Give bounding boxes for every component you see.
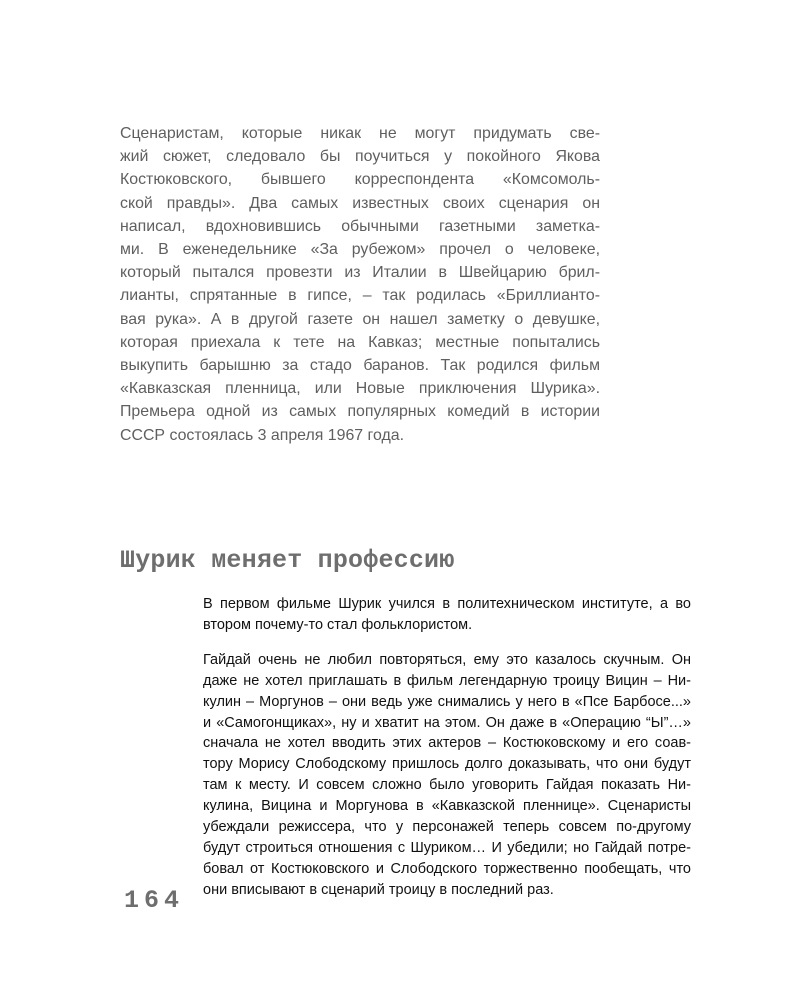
text-line: убеждали режиссера, что у персонажей теперь совсем по-другому bbox=[203, 819, 691, 836]
intro-line: Костюковского, бывшего корреспондента «Комсомоль- bbox=[120, 171, 600, 189]
intro-line: ской правды». Два самых известных своих сценария он bbox=[120, 194, 600, 212]
text-line: кулин – Моргунов – они ведь уже снимались у него в «Псе Барбосе...» bbox=[203, 693, 691, 710]
text-line: кулина, Вицина и Моргунова в «Кавказской пленнице». Сценаристы bbox=[203, 798, 691, 815]
section-heading: Шурик меняет профессию bbox=[120, 546, 455, 575]
text-line: сначала не хотел вводить этих актеров – Костюковскому и его соав- bbox=[203, 735, 691, 752]
text-line: и «Самогонщиках», ну и хватит на этом. Он даже в «Операцию “Ы”…» bbox=[203, 714, 691, 731]
intro-line: ми. В еженедельнике «За рубежом» прочел о человеке, bbox=[120, 241, 600, 259]
intro-line: вая рука». А в другой газете он нашел заметку о девушке, bbox=[120, 310, 600, 328]
intro-line: Сценаристам, которые никак не могут придумать све- bbox=[120, 125, 600, 142]
intro-line: которая приехала к тете на Кавказ; местные попытались bbox=[120, 333, 600, 351]
intro-line: лианты, спрятанные в гипсе, – так родилась «Бриллианто- bbox=[120, 287, 600, 305]
text-line: втором почему-то стал фольклористом. bbox=[203, 616, 473, 633]
text-line: Гайдай очень не любил повторяться, ему это казалось скучным. Он bbox=[203, 651, 691, 668]
text-line: В первом фильме Шурик учился в политехническом институте, а во bbox=[203, 596, 691, 612]
text-line: там к месту. И совсем сложно было уговорить Гайдая показать Ни- bbox=[203, 777, 691, 794]
page-number: 164 bbox=[124, 886, 185, 915]
intro-line: который пытался провезти из Италии в Швейцарию брил- bbox=[120, 264, 600, 282]
intro-line: «Кавказская пленница, или Новые приключения Шурика». bbox=[120, 380, 600, 398]
text-line: будут строиться отношения с Шуриком… И убедили; но Гайдай потре- bbox=[203, 839, 691, 856]
paragraph-1 bbox=[203, 594, 691, 636]
paragraph-2 bbox=[203, 650, 691, 901]
intro-line: Премьера одной из самых популярных комедий в истории bbox=[120, 403, 600, 421]
body-text bbox=[203, 594, 691, 901]
intro-line: жий сюжет, следовало бы поучиться у покойного Якова bbox=[120, 148, 600, 166]
text-line: тору Морису Слободскому пришлось долго доказывать, что они будут bbox=[203, 756, 691, 773]
intro-line: написал, вдохновившись обычными газетными заметка- bbox=[120, 217, 600, 235]
text-line: даже не хотел приглашать в фильм легендарную троицу Вицин – Ни- bbox=[203, 672, 691, 689]
text-line: бовал от Костюковского и Слободского торжественно пообещать, что bbox=[203, 860, 691, 877]
intro-line: СССР состоялась 3 апреля 1967 года. bbox=[120, 426, 404, 444]
intro-line: выкупить барышню за стадо баранов. Так родился фильм bbox=[120, 357, 600, 375]
text-line: они вписывают в сценарий троицу в последний раз. bbox=[203, 881, 554, 898]
intro-paragraph bbox=[120, 122, 600, 447]
